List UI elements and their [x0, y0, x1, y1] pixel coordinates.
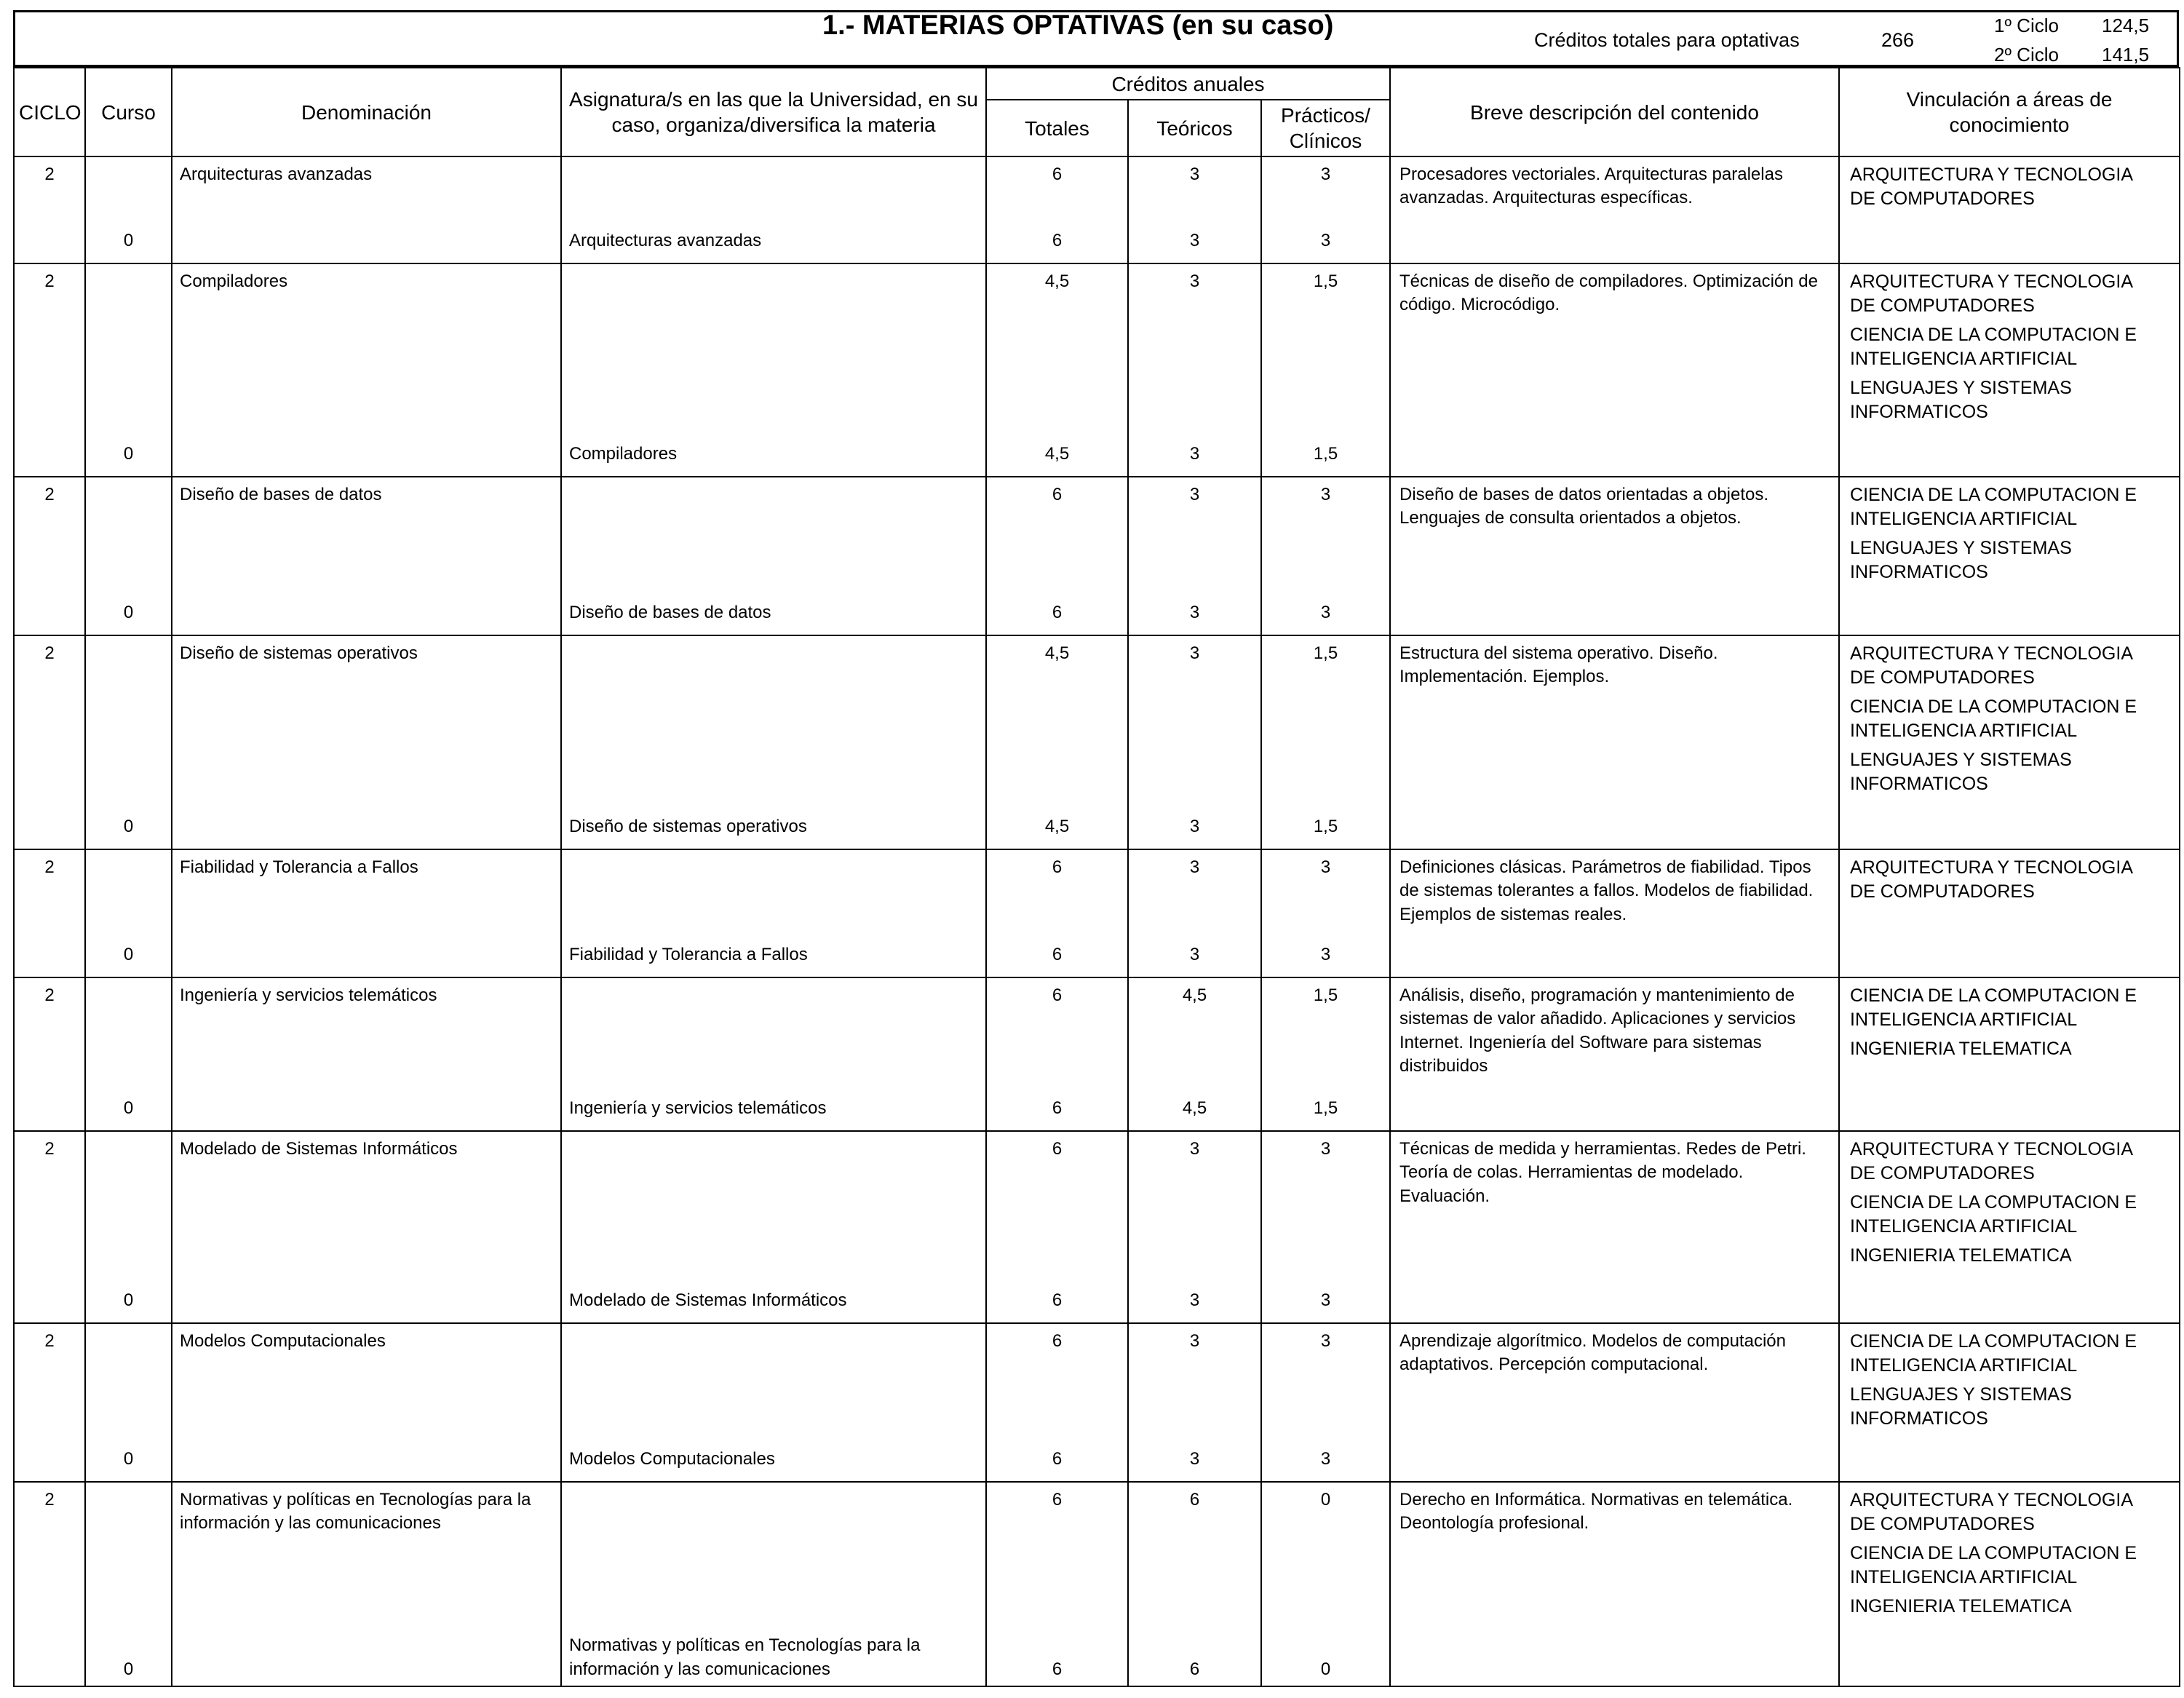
teoricos-value: 4,5 — [1182, 985, 1207, 1005]
area-list — [1850, 163, 2172, 216]
denominacion-text: Ingeniería y servicios telemáticos — [180, 985, 437, 1005]
practicos-cell — [1261, 263, 1390, 477]
descripcion-cell — [1390, 477, 1839, 635]
asignatura-text: Arquitecturas avanzadas — [569, 230, 762, 250]
area-line: DE COMPUTADORES — [1850, 295, 2035, 316]
teoricos-asignatura-value: 4,5 — [1182, 1098, 1207, 1118]
ciclo-cell — [14, 1482, 85, 1686]
descripcion-cell — [1390, 1323, 1839, 1482]
practicos-cell — [1261, 1323, 1390, 1482]
totales-value: 6 — [1052, 1139, 1063, 1159]
totales-value: 6 — [1052, 1490, 1063, 1509]
col-header-teoricos: Teóricos — [1128, 100, 1261, 156]
area-line: LENGUAJES Y SISTEMAS — [1850, 538, 2072, 558]
asignatura-cell — [561, 156, 986, 263]
practicos-value: 1,5 — [1313, 985, 1338, 1005]
table-row — [14, 1131, 2180, 1323]
col-header-totales: Totales — [986, 100, 1128, 156]
totales-asignatura-value: 6 — [1052, 1290, 1063, 1310]
teoricos-cell — [1128, 1482, 1261, 1686]
asignatura-text: Normativas y políticas en Tecnologías para la información y las comunicaciones — [569, 1635, 921, 1679]
teoricos-cell — [1128, 849, 1261, 977]
ciclo-value: 2 — [44, 857, 55, 877]
totales-asignatura-value: 6 — [1052, 944, 1063, 964]
vinculacion-cell — [1839, 1131, 2180, 1323]
totales-cell — [986, 1131, 1128, 1323]
area-item — [1850, 1244, 2172, 1268]
teoricos-value: 3 — [1189, 643, 1200, 663]
area-item — [1850, 984, 2172, 1031]
teoricos-cell — [1128, 263, 1261, 477]
practicos-cell — [1261, 156, 1390, 263]
ciclo-cell — [14, 263, 85, 477]
vinculacion-cell — [1839, 477, 2180, 635]
col-header-denominacion: Denominación — [172, 68, 561, 156]
area-line: LENGUAJES Y SISTEMAS — [1850, 750, 2072, 770]
area-line: DE COMPUTADORES — [1850, 188, 2035, 209]
teoricos-value: 3 — [1189, 271, 1200, 291]
asignatura-cell — [561, 1482, 986, 1686]
practicos-value: 1,5 — [1313, 643, 1338, 663]
ciclo2-value: 141,5 — [2102, 44, 2150, 66]
ciclo-cell — [14, 849, 85, 977]
area-list — [1850, 1330, 2172, 1436]
curso-cell — [85, 1482, 172, 1686]
col-header-creditos-anuales: Créditos anuales — [986, 68, 1390, 100]
vinculacion-cell — [1839, 635, 2180, 849]
descripcion-text: Análisis, diseño, programación y mantenimiento de sistemas de valor añadido. Aplicaciones y servicios Internet. Ingeniería del Software para sistemas distribuidos — [1399, 985, 1796, 1076]
area-item — [1850, 1037, 2172, 1061]
descripcion-cell — [1390, 263, 1839, 477]
area-line: ARQUITECTURA Y TECNOLOGIA — [1850, 1139, 2133, 1159]
col-header-ciclo: CICLO — [14, 68, 85, 156]
teoricos-cell — [1128, 1131, 1261, 1323]
area-item — [1850, 856, 2172, 903]
ciclo-value: 2 — [44, 485, 55, 504]
totales-asignatura-value: 6 — [1052, 602, 1063, 622]
ciclo-cell — [14, 1131, 85, 1323]
denominacion-cell — [172, 156, 561, 263]
vinculacion-cell — [1839, 977, 2180, 1131]
ciclo-cell — [14, 156, 85, 263]
curso-cell — [85, 1131, 172, 1323]
descripcion-text: Definiciones clásicas. Parámetros de fiabilidad. Tipos de sistemas tolerantes a fallos. Modelos de fiabilidad. Ejemplos de sistemas reales. — [1399, 857, 1814, 924]
totales-asignatura-value: 4,5 — [1044, 816, 1070, 836]
area-item — [1850, 748, 2172, 796]
teoricos-value: 3 — [1189, 164, 1200, 184]
area-item — [1850, 323, 2172, 370]
totales-asignatura-value: 6 — [1052, 1098, 1063, 1118]
materias-table — [13, 67, 2180, 1687]
totales-asignatura-value: 6 — [1052, 1659, 1063, 1679]
teoricos-cell — [1128, 977, 1261, 1131]
materias-body — [14, 156, 2180, 1686]
area-line: INGENIERIA TELEMATICA — [1850, 1245, 2072, 1266]
teoricos-value: 3 — [1189, 857, 1200, 877]
area-item — [1850, 163, 2172, 210]
descripcion-cell — [1390, 1131, 1839, 1323]
area-line: LENGUAJES Y SISTEMAS — [1850, 1384, 2072, 1405]
teoricos-cell — [1128, 635, 1261, 849]
col-header-vinculacion: Vinculación a áreas de conocimiento — [1839, 68, 2180, 156]
area-line: CIENCIA DE LA COMPUTACION E — [1850, 697, 2137, 717]
curso-value: 0 — [123, 443, 134, 464]
asignatura-cell — [561, 263, 986, 477]
totales-value: 6 — [1052, 1331, 1063, 1351]
totales-cell — [986, 156, 1128, 263]
creditos-totales-value: 266 — [1881, 29, 1915, 51]
area-line: INTELIGENCIA ARTIFICIAL — [1850, 720, 2078, 741]
area-list — [1850, 270, 2172, 429]
table-row — [14, 477, 2180, 635]
ciclo-value: 2 — [44, 271, 55, 291]
totales-value: 4,5 — [1044, 271, 1070, 291]
denominacion-cell — [172, 977, 561, 1131]
page-title: 1.- MATERIAS OPTATIVAS (en su caso) — [822, 10, 1334, 41]
denominacion-cell — [172, 1482, 561, 1686]
curso-value: 0 — [123, 1448, 134, 1469]
table-row — [14, 635, 2180, 849]
denominacion-text: Modelado de Sistemas Informáticos — [180, 1139, 458, 1159]
area-item — [1850, 1191, 2172, 1238]
denominacion-text: Modelos Computacionales — [180, 1331, 386, 1351]
creditos-totales-label: Créditos totales para optativas — [1534, 29, 1800, 51]
area-line: ARQUITECTURA Y TECNOLOGIA — [1850, 1490, 2133, 1510]
totales-cell — [986, 849, 1128, 977]
table-row — [14, 263, 2180, 477]
totales-cell — [986, 477, 1128, 635]
descripcion-text: Aprendizaje algorítmico. Modelos de computación adaptativos. Percepción computacional. — [1399, 1331, 1786, 1375]
practicos-value: 3 — [1320, 1331, 1331, 1351]
area-item — [1850, 270, 2172, 317]
denominacion-text: Diseño de bases de datos — [180, 485, 382, 504]
area-item — [1850, 1595, 2172, 1619]
descripcion-text: Técnicas de medida y herramientas. Redes de Petri. Teoría de colas. Herramientas de modelado. Evaluación. — [1399, 1139, 1806, 1206]
curso-value: 0 — [123, 230, 134, 250]
table-row — [14, 849, 2180, 977]
totales-value: 6 — [1052, 164, 1063, 184]
area-line: INGENIERIA TELEMATICA — [1850, 1039, 2072, 1059]
practicos-asignatura-value: 3 — [1320, 602, 1331, 622]
asignatura-text: Modelos Computacionales — [569, 1448, 775, 1469]
area-line: INTELIGENCIA ARTIFICIAL — [1850, 1566, 2078, 1587]
teoricos-value: 6 — [1189, 1490, 1200, 1509]
asignatura-cell — [561, 977, 986, 1131]
area-line: CIENCIA DE LA COMPUTACION E — [1850, 985, 2137, 1006]
asignatura-text: Ingeniería y servicios telemáticos — [569, 1098, 827, 1118]
area-line: ARQUITECTURA Y TECNOLOGIA — [1850, 857, 2133, 878]
ciclo-value: 2 — [44, 1331, 55, 1351]
col-header-curso: Curso — [85, 68, 172, 156]
practicos-asignatura-value: 3 — [1320, 1448, 1331, 1469]
curso-cell — [85, 477, 172, 635]
ciclo2-label: 2º Ciclo — [1994, 44, 2059, 66]
teoricos-asignatura-value: 3 — [1189, 443, 1200, 464]
teoricos-value: 3 — [1189, 1139, 1200, 1159]
asignatura-text: Compiladores — [569, 443, 678, 464]
area-item — [1850, 536, 2172, 584]
area-line: INTELIGENCIA ARTIFICIAL — [1850, 1354, 2078, 1376]
area-line: INTELIGENCIA ARTIFICIAL — [1850, 508, 2078, 529]
practicos-cell — [1261, 477, 1390, 635]
denominacion-cell — [172, 1131, 561, 1323]
area-line: INTELIGENCIA ARTIFICIAL — [1850, 1215, 2078, 1237]
practicos-cell — [1261, 635, 1390, 849]
table-row — [14, 1323, 2180, 1482]
teoricos-cell — [1128, 156, 1261, 263]
area-line: DE COMPUTADORES — [1850, 1513, 2035, 1534]
ciclo-value: 2 — [44, 1139, 55, 1159]
asignatura-cell — [561, 849, 986, 977]
curso-value: 0 — [123, 602, 134, 622]
practicos-asignatura-value: 1,5 — [1313, 443, 1338, 464]
descripcion-cell — [1390, 156, 1839, 263]
practicos-asignatura-value: 3 — [1320, 944, 1331, 964]
curso-value: 0 — [123, 1098, 134, 1118]
area-line: INFORMATICOS — [1850, 1408, 1988, 1429]
area-line: CIENCIA DE LA COMPUTACION E — [1850, 1331, 2137, 1352]
practicos-asignatura-value: 1,5 — [1313, 1098, 1338, 1118]
teoricos-value: 3 — [1189, 1331, 1200, 1351]
area-line: CIENCIA DE LA COMPUTACION E — [1850, 325, 2137, 345]
practicos-value: 3 — [1320, 164, 1331, 184]
practicos-value: 0 — [1320, 1490, 1331, 1509]
denominacion-text: Arquitecturas avanzadas — [180, 164, 373, 184]
practicos-cell — [1261, 977, 1390, 1131]
totales-cell — [986, 1482, 1128, 1686]
ciclo1-label: 1º Ciclo — [1994, 15, 2059, 36]
asignatura-text: Modelado de Sistemas Informáticos — [569, 1290, 847, 1310]
descripcion-text: Estructura del sistema operativo. Diseño. Implementación. Ejemplos. — [1399, 643, 1718, 687]
practicos-cell — [1261, 1482, 1390, 1686]
descripcion-cell — [1390, 977, 1839, 1131]
area-line: INGENIERIA TELEMATICA — [1850, 1596, 2072, 1616]
ciclo-cell — [14, 477, 85, 635]
area-line: CIENCIA DE LA COMPUTACION E — [1850, 1192, 2137, 1213]
asignatura-text: Fiabilidad y Tolerancia a Fallos — [569, 944, 808, 964]
area-line: DE COMPUTADORES — [1850, 881, 2035, 902]
denominacion-cell — [172, 263, 561, 477]
area-line: INFORMATICOS — [1850, 401, 1988, 422]
ciclo-value: 2 — [44, 1490, 55, 1509]
area-list — [1850, 856, 2172, 909]
area-line: INFORMATICOS — [1850, 561, 1988, 582]
practicos-value: 3 — [1320, 1139, 1331, 1159]
teoricos-asignatura-value: 6 — [1189, 1659, 1200, 1679]
teoricos-value: 3 — [1189, 485, 1200, 504]
totales-cell — [986, 635, 1128, 849]
vinculacion-cell — [1839, 1323, 2180, 1482]
descripcion-text: Procesadores vectoriales. Arquitecturas paralelas avanzadas. Arquitecturas específicas. — [1399, 164, 1783, 208]
curso-cell — [85, 849, 172, 977]
teoricos-cell — [1128, 1323, 1261, 1482]
ciclo-value: 2 — [44, 643, 55, 663]
denominacion-text: Fiabilidad y Tolerancia a Fallos — [180, 857, 418, 877]
curso-cell — [85, 156, 172, 263]
practicos-value: 3 — [1320, 485, 1331, 504]
area-list — [1850, 642, 2172, 801]
area-line: INFORMATICOS — [1850, 773, 1988, 794]
col-header-practicos: Prácticos/ Clínicos — [1261, 100, 1390, 156]
area-list — [1850, 1138, 2172, 1274]
descripcion-cell — [1390, 1482, 1839, 1686]
denominacion-text: Compiladores — [180, 271, 288, 291]
descripcion-cell — [1390, 635, 1839, 849]
curso-value: 0 — [123, 944, 134, 964]
descripcion-cell — [1390, 849, 1839, 977]
vinculacion-cell — [1839, 849, 2180, 977]
curso-cell — [85, 263, 172, 477]
totales-asignatura-value: 6 — [1052, 230, 1063, 250]
area-line: INTELIGENCIA ARTIFICIAL — [1850, 1009, 2078, 1030]
area-line: CIENCIA DE LA COMPUTACION E — [1850, 485, 2137, 505]
ciclo-value: 2 — [44, 164, 55, 184]
totales-asignatura-value: 4,5 — [1044, 443, 1070, 464]
area-item — [1850, 1330, 2172, 1377]
denominacion-cell — [172, 1323, 561, 1482]
practicos-cell — [1261, 1131, 1390, 1323]
practicos-asignatura-value: 0 — [1320, 1659, 1331, 1679]
area-item — [1850, 1542, 2172, 1589]
area-item — [1850, 1488, 2172, 1536]
area-item — [1850, 1383, 2172, 1430]
totales-value: 6 — [1052, 985, 1063, 1005]
teoricos-asignatura-value: 3 — [1189, 944, 1200, 964]
area-item — [1850, 642, 2172, 689]
vinculacion-cell — [1839, 1482, 2180, 1686]
practicos-asignatura-value: 3 — [1320, 230, 1331, 250]
curso-value: 0 — [123, 1659, 134, 1679]
totales-value: 4,5 — [1044, 643, 1070, 663]
area-line: ARQUITECTURA Y TECNOLOGIA — [1850, 271, 2133, 292]
col-header-descripcion: Breve descripción del contenido — [1390, 68, 1839, 156]
ciclo-cell — [14, 1323, 85, 1482]
curso-cell — [85, 977, 172, 1131]
totales-asignatura-value: 6 — [1052, 1448, 1063, 1469]
table-row — [14, 1482, 2180, 1686]
area-line: ARQUITECTURA Y TECNOLOGIA — [1850, 643, 2133, 664]
area-line: CIENCIA DE LA COMPUTACION E — [1850, 1543, 2137, 1563]
curso-value: 0 — [123, 816, 134, 836]
teoricos-asignatura-value: 3 — [1189, 1290, 1200, 1310]
denominacion-cell — [172, 849, 561, 977]
ciclo1-value: 124,5 — [2102, 15, 2150, 36]
ciclo-cell — [14, 635, 85, 849]
curso-cell — [85, 1323, 172, 1482]
area-line: DE COMPUTADORES — [1850, 1162, 2035, 1183]
table-row — [14, 156, 2180, 263]
practicos-asignatura-value: 3 — [1320, 1290, 1331, 1310]
ciclo-cell — [14, 977, 85, 1131]
practicos-value: 3 — [1320, 857, 1331, 877]
totales-value: 6 — [1052, 857, 1063, 877]
denominacion-cell — [172, 635, 561, 849]
practicos-cell — [1261, 849, 1390, 977]
area-list — [1850, 483, 2172, 590]
practicos-value: 1,5 — [1313, 271, 1338, 291]
area-list — [1850, 1488, 2172, 1624]
denominacion-text: Diseño de sistemas operativos — [180, 643, 418, 663]
practicos-asignatura-value: 1,5 — [1313, 816, 1338, 836]
asignatura-cell — [561, 1131, 986, 1323]
area-item — [1850, 483, 2172, 531]
area-line: DE COMPUTADORES — [1850, 667, 2035, 688]
teoricos-asignatura-value: 3 — [1189, 1448, 1200, 1469]
vinculacion-cell — [1839, 263, 2180, 477]
totales-cell — [986, 263, 1128, 477]
asignatura-cell — [561, 477, 986, 635]
area-line: INTELIGENCIA ARTIFICIAL — [1850, 348, 2078, 369]
ciclo-value: 2 — [44, 985, 55, 1005]
curso-value: 0 — [123, 1290, 134, 1310]
totales-value: 6 — [1052, 485, 1063, 504]
denominacion-cell — [172, 477, 561, 635]
teoricos-asignatura-value: 3 — [1189, 602, 1200, 622]
totales-cell — [986, 1323, 1128, 1482]
teoricos-asignatura-value: 3 — [1189, 230, 1200, 250]
descripcion-text: Técnicas de diseño de compiladores. Optimización de código. Microcódigo. — [1399, 271, 1818, 315]
teoricos-cell — [1128, 477, 1261, 635]
denominacion-text: Normativas y políticas en Tecnologías para la información y las comunicaciones — [180, 1490, 531, 1534]
teoricos-asignatura-value: 3 — [1189, 816, 1200, 836]
area-line: LENGUAJES Y SISTEMAS — [1850, 378, 2072, 398]
vinculacion-cell — [1839, 156, 2180, 263]
area-line: ARQUITECTURA Y TECNOLOGIA — [1850, 164, 2133, 185]
totales-cell — [986, 977, 1128, 1131]
col-header-asignatura: Asignatura/s en las que la Universidad, en su caso, organiza/diversifica la materia — [561, 68, 986, 156]
area-list — [1850, 984, 2172, 1067]
area-item — [1850, 695, 2172, 742]
table-row — [14, 977, 2180, 1131]
descripcion-text: Derecho en Informática. Normativas en telemática. Deontología profesional. — [1399, 1490, 1793, 1534]
descripcion-text: Diseño de bases de datos orientadas a objetos. Lenguajes de consulta orientados a objetos. — [1399, 485, 1769, 528]
area-item — [1850, 376, 2172, 424]
asignatura-text: Diseño de bases de datos — [569, 602, 771, 622]
curso-cell — [85, 635, 172, 849]
area-item — [1850, 1138, 2172, 1185]
asignatura-cell — [561, 635, 986, 849]
asignatura-text: Diseño de sistemas operativos — [569, 816, 807, 836]
asignatura-cell — [561, 1323, 986, 1482]
